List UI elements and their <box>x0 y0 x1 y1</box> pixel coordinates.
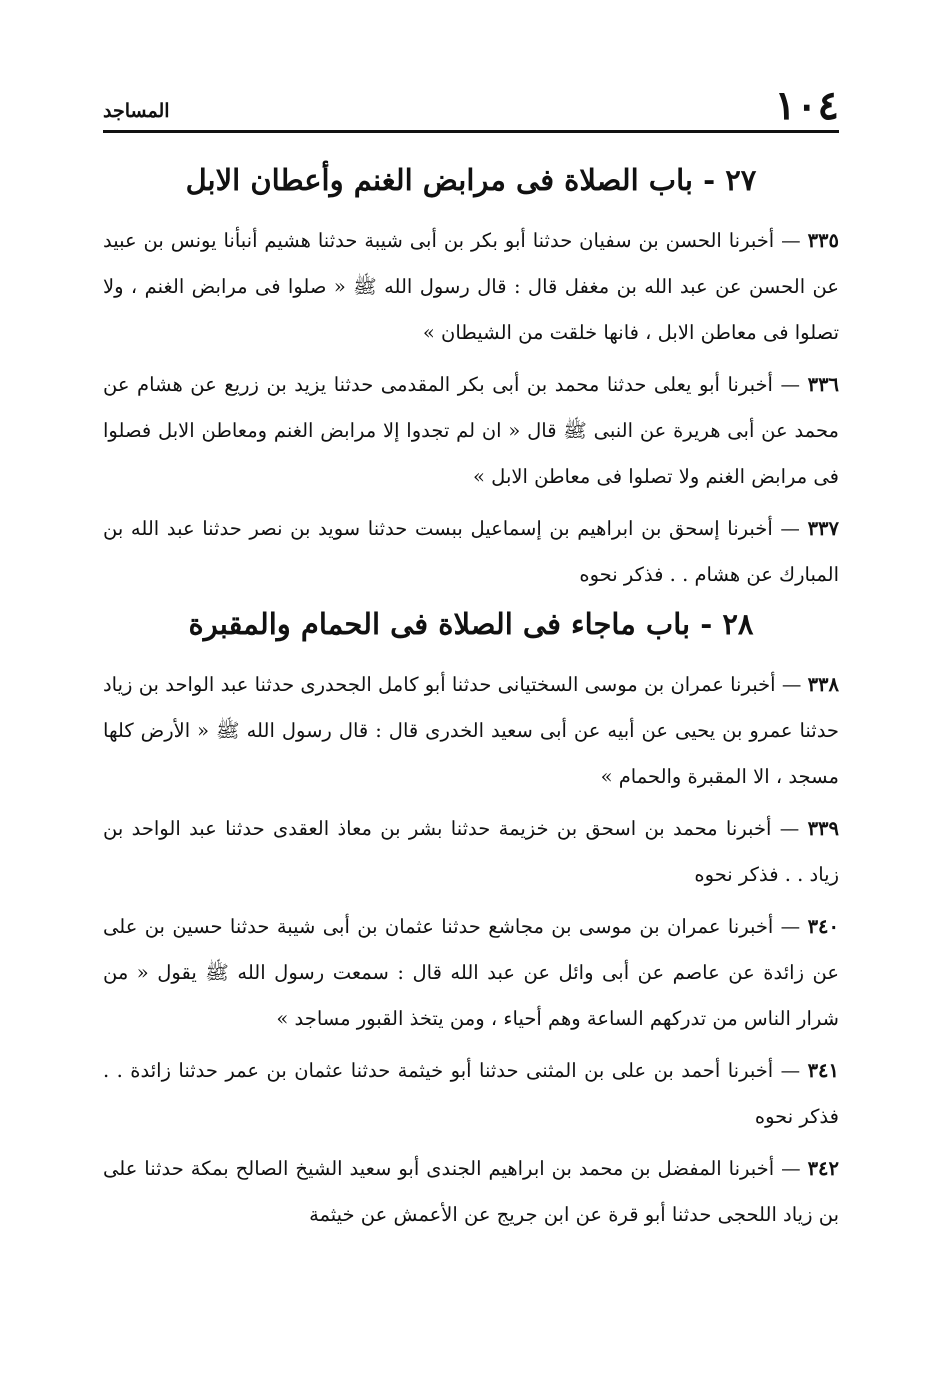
header-rule <box>103 130 839 133</box>
hadith-342: ٣٤٢ — أخبرنا المفضل بن محمد بن ابراهيم الجندى أبو سعيد الشيخ الصالح بمكة حدثنا على بن زياد اللحجى حدثنا أبو قرة عن ابن جريج عن الأعمش عن خيثمة <box>103 1157 839 1226</box>
page-content <box>103 160 839 1244</box>
hadith-number: ٣٤٢ <box>807 1157 839 1180</box>
hadith-text: أخبرنا عمران بن موسى بن مجاشع حدثنا عثمان بن أبى شيبة حدثنا حسين بن على عن زائدة عن عاصم عن أبى وائل عن عبد الله قال : سمعت رسول الله ﷺ يقول « من شرار الناس من تدركهم الساعة وهم أحياء ، ومن يتخذ القبور مساجد » <box>103 915 839 1030</box>
hadith-340: ٣٤٠ — أخبرنا عمران بن موسى بن مجاشع حدثنا عثمان بن أبى شيبة حدثنا حسين بن على عن زائدة عن عاصم عن أبى وائل عن عبد الله قال : سمعت رسول الله ﷺ يقول « من شرار الناس من تدركهم الساعة وهم أحياء ، ومن يتخذ القبور مساجد » <box>103 915 839 1030</box>
hadith-text: أخبرنا محمد بن اسحق بن خزيمة حدثنا بشر بن معاذ العقدى حدثنا عبد الواحد بن زياد . . فذكر نحوه <box>103 817 839 886</box>
hadith-text: أخبرنا المفضل بن محمد بن ابراهيم الجندى أبو سعيد الشيخ الصالح بمكة حدثنا على بن زياد اللحجى حدثنا أبو قرة عن ابن جريج عن الأعمش عن خيثمة <box>103 1157 839 1226</box>
hadith-text: أخبرنا عمران بن موسى السختيانى حدثنا أبو كامل الجحدرى حدثنا عبد الواحد بن زياد حدثنا عمرو بن يحيى عن أبيه عن أبى سعيد الخدرى قال : قال رسول الله ﷺ « الأرض كلها مسجد ، الا المقبرة والحمام » <box>103 673 839 788</box>
hadith-text: أخبرنا أحمد بن على بن المثنى حدثنا أبو خيثمة حدثنا عثمان بن عمر حدثنا زائدة . . فذكر نحوه <box>103 1059 839 1128</box>
hadith-336: ٣٣٦ — أخبرنا أبو يعلى حدثنا محمد بن أبى بكر المقدمى حدثنا يزيد بن زريع عن هشام عن محمد عن أبى هريرة عن النبى ﷺ قال « ان لم تجدوا إلا مرابض الغنم ومعاطن الابل فصلوا فى مرابض الغنم ولا تصلوا فى معاطن الابل » <box>103 373 840 488</box>
running-title: المساجد <box>103 100 170 122</box>
hadith-text: أخبرنا الحسن بن سفيان حدثنا أبو بكر بن أبى شيبة حدثنا هشيم أنبأنا يونس بن عبيد عن الحسن عن عبد الله بن مغفل قال : قال رسول الله ﷺ « صلوا فى مرابض الغنم ، ولا تصلوا فى معاطن الابل ، فانها خلقت من الشيطان » <box>103 229 839 344</box>
hadith-339: ٣٣٩ — أخبرنا محمد بن اسحق بن خزيمة حدثنا بشر بن معاذ العقدى حدثنا عبد الواحد بن زياد . . فذكر نحوه <box>103 817 839 886</box>
hadith-number: ٣٣٥ <box>807 229 839 252</box>
hadith-number: ٣٤١ <box>807 1059 839 1082</box>
hadith-341: ٣٤١ — أخبرنا أحمد بن على بن المثنى حدثنا أبو خيثمة حدثنا عثمان بن عمر حدثنا زائدة . . فذكر نحوه <box>103 1059 839 1128</box>
hadith-number: ٣٣٧ <box>807 517 839 540</box>
page-number: ١٠٤ <box>774 82 839 129</box>
page-header <box>103 80 839 128</box>
hadith-text: أخبرنا أبو يعلى حدثنا محمد بن أبى بكر المقدمى حدثنا يزيد بن زريع عن هشام عن محمد عن أبى هريرة عن النبى ﷺ قال « ان لم تجدوا إلا مرابض الغنم ومعاطن الابل فصلوا فى مرابض الغنم ولا تصلوا فى معاطن الابل » <box>103 373 839 488</box>
hadith-338: ٣٣٨ — أخبرنا عمران بن موسى السختيانى حدثنا أبو كامل الجحدرى حدثنا عبد الواحد بن زياد حدثنا عمرو بن يحيى عن أبيه عن أبى سعيد الخدرى قال : قال رسول الله ﷺ « الأرض كلها مسجد ، الا المقبرة والحمام » <box>103 673 839 788</box>
hadith-number: ٣٣٨ <box>807 673 839 696</box>
hadith-number: ٣٣٦ <box>807 373 840 396</box>
hadith-text: أخبرنا إسحق بن ابراهيم بن إسماعيل ببست حدثنا سويد بن نصر حدثنا عبد الله بن المبارك عن هشام . . فذكر نحوه <box>103 517 839 586</box>
chapter-heading-28: ٢٨ - باب ماجاء فى الصلاة فى الحمام والمقبرة <box>188 607 754 641</box>
hadith-number: ٣٣٩ <box>807 817 839 840</box>
hadith-335: ٣٣٥ — أخبرنا الحسن بن سفيان حدثنا أبو بكر بن أبى شيبة حدثنا هشيم أنبأنا يونس بن عبيد عن الحسن عن عبد الله بن مغفل قال : قال رسول الله ﷺ « صلوا فى مرابض الغنم ، ولا تصلوا فى معاطن الابل ، فانها خلقت من الشيطان » <box>103 229 839 344</box>
hadith-number: ٣٤٠ <box>807 915 839 938</box>
chapter-heading-27: ٢٧ - باب الصلاة فى مرابض الغنم وأعطان الابل <box>185 163 757 197</box>
hadith-337: ٣٣٧ — أخبرنا إسحق بن ابراهيم بن إسماعيل ببست حدثنا سويد بن نصر حدثنا عبد الله بن المبارك عن هشام . . فذكر نحوه <box>103 517 839 586</box>
